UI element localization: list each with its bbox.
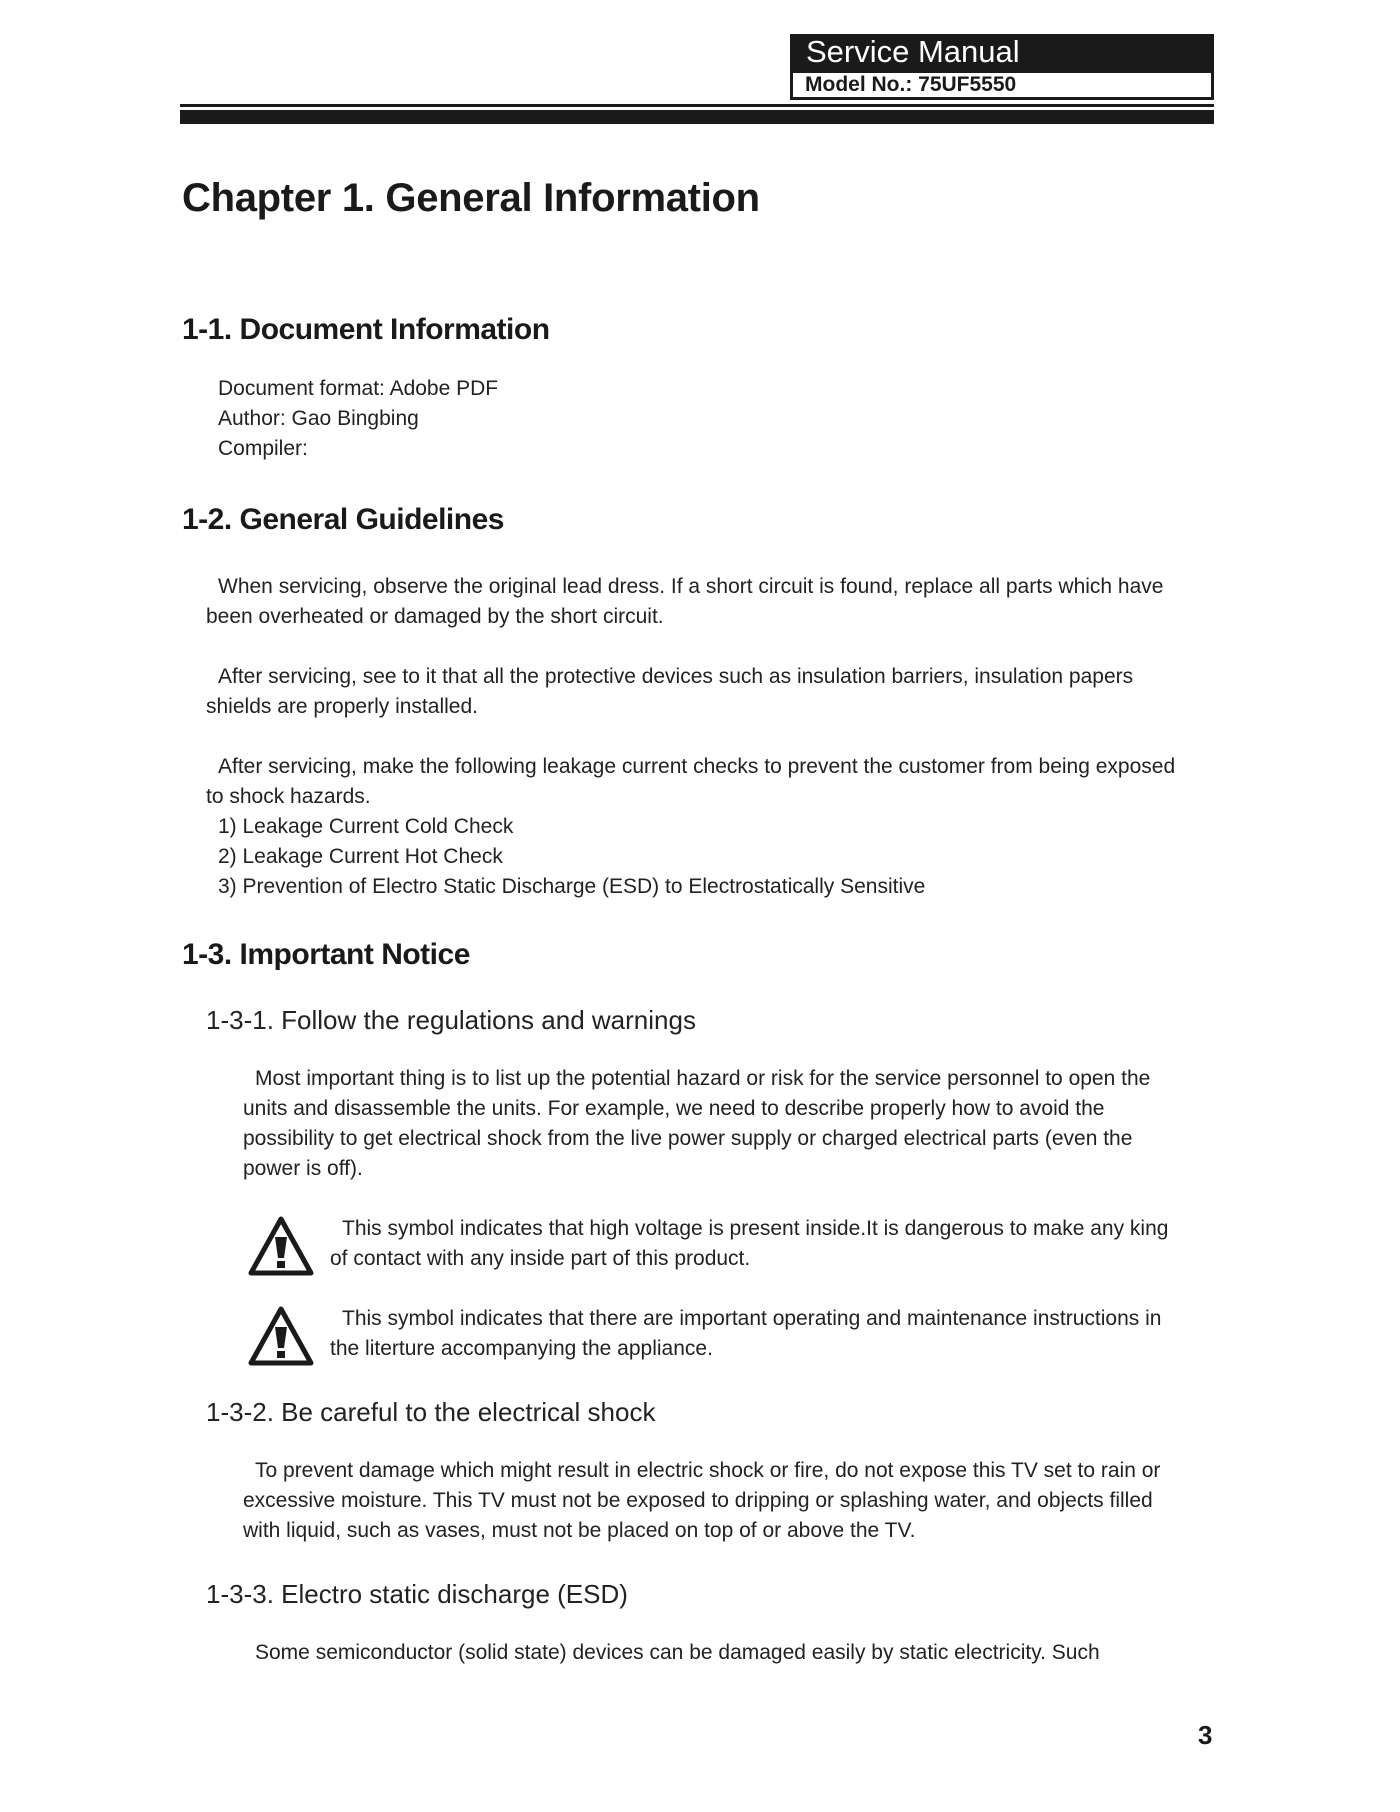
header-rule-thick	[180, 110, 1214, 124]
document-info-block	[218, 374, 498, 464]
chapter-title: Chapter 1. General Information	[182, 176, 760, 220]
section-title-document-information: 1-1. Document Information	[182, 313, 550, 346]
maintenance-instructions-text: This symbol indicates that there are important operating and maintenance instructions in the literture accompanying the appliance.	[330, 1307, 1162, 1360]
warning-triangle-icon	[248, 1216, 314, 1276]
compiler-line: Compiler:	[218, 437, 308, 460]
header-model-number: Model No.: 75UF5550	[790, 70, 1214, 100]
leakage-check-list	[218, 812, 925, 902]
esd-paragraph: Some semiconductor (solid state) devices can be damaged easily by static electricity. Such	[255, 1641, 1100, 1664]
header-title: Service Manual	[790, 34, 1214, 70]
high-voltage-warning-text: This symbol indicates that high voltage is present inside.It is dangerous to make any king of contact with any inside part of this product.	[330, 1217, 1169, 1270]
manual-header	[790, 34, 1214, 100]
guidelines-paragraph-2: After servicing, see to it that all the protective devices such as insulation barriers, insulation papers shields are properly installed.	[206, 665, 1134, 718]
warning-triangle-icon	[248, 1306, 314, 1366]
list-item: 1) Leakage Current Cold Check	[218, 815, 514, 838]
regulations-paragraph: Most important thing is to list up the potential hazard or risk for the service personnel to open the units and disassemble the units. For example, we need to describe properly how to avoid the possibility to get electrical shock from the live power supply or charged electrical parts (even the power is off).	[243, 1067, 1151, 1180]
list-item: 3) Prevention of Electro Static Discharge (ESD) to Electrostatically Sensitive	[218, 875, 926, 898]
guidelines-paragraph-3: After servicing, make the following leakage current checks to prevent the customer from being exposed to shock hazards.	[206, 755, 1176, 808]
list-item: 2) Leakage Current Hot Check	[218, 845, 503, 868]
document-format-line: Document format: Adobe PDF	[218, 377, 499, 400]
author-line: Author: Gao Bingbing	[218, 407, 419, 430]
subsection-title-esd: 1-3-3. Electro static discharge (ESD)	[206, 1579, 628, 1609]
guidelines-paragraph-1: When servicing, observe the original lead dress. If a short circuit is found, replace all parts which have been overheated or damaged by the short circuit.	[206, 575, 1164, 628]
section-title-important-notice: 1-3. Important Notice	[182, 938, 470, 971]
section-title-general-guidelines: 1-2. General Guidelines	[182, 503, 504, 536]
electrical-shock-paragraph: To prevent damage which might result in electric shock or fire, do not expose this TV set to rain or excessive moisture. This TV must not be exposed to dripping or splashing water, and objects filled with liquid, such as vases, must not be placed on top of or above the TV.	[243, 1459, 1161, 1542]
page-number: 3	[1198, 1720, 1213, 1750]
subsection-title-regulations: 1-3-1. Follow the regulations and warnings	[206, 1005, 696, 1035]
subsection-title-electrical-shock: 1-3-2. Be careful to the electrical shock	[206, 1397, 656, 1427]
header-rule-thin	[180, 104, 1214, 107]
